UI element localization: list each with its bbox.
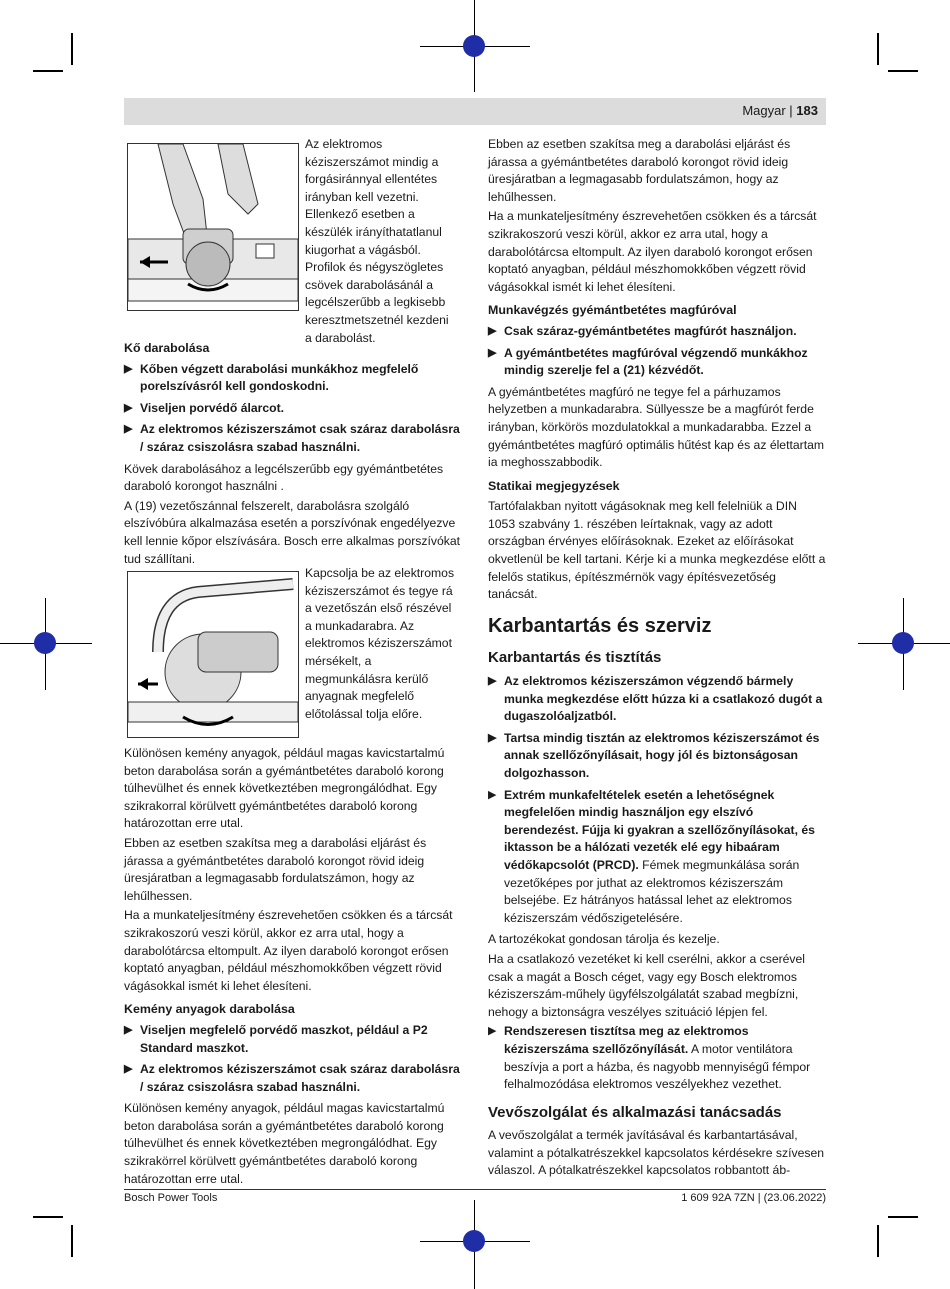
bullet-text: Viseljen porvédő álarcot. (140, 400, 285, 415)
footer-left: Bosch Power Tools (124, 1192, 218, 1204)
bullet-text: Tartsa mindig tisztán az elektromos kéziszerszámot és annak szellőzőnyílásait, hogy jól és biztonságosan dolgozhasson. (504, 730, 820, 780)
paragraph: A (19) vezetőszánnal felszerelt, darabolásra szolgáló elszívóbúra alkalmazása esetén a porszívónak engedélyezve kell lennie kőpor elszívására. Bosch erre alkalmas porszívókat tud szállítani. (124, 498, 460, 566)
bullet-triangle-icon: ▶ (488, 324, 497, 337)
figure-dust-extraction (127, 571, 299, 738)
paragraph: A gyémántbetétes magfúró ne tegye fel a párhuzamos helyzetben a munkadarabra. Süllyessze be a magfúrót ferde irányban, körkörös mozdulatokkal a munkadarabba. Ezzel a gyémántbetétes magfúró optimális hűtést kap és az élettartam ia meghosszabbodik. (488, 384, 825, 470)
list-item (124, 361, 462, 396)
paragraph: Ebben az esetben szakítsa meg a darabolási eljárást és járassa a gyémántbetétes daraboló korongot rövid ideig üresjáratban a legmagasabb fordulatszámon, hogy az lehűlhessen. (488, 137, 791, 204)
bullet-triangle-icon: ▶ (488, 731, 497, 744)
subsection-title: Karbantartás és tisztítás (488, 649, 662, 667)
stone-heading: Kő darabolása (124, 341, 210, 355)
bullet-triangle-icon: ▶ (488, 788, 497, 801)
figure-grinder-cutting (127, 143, 299, 311)
paragraph: Ha a csatlakozó vezetéket ki kell cserélni, akkor a cserével csak a magát a Bosch céget, vagy egy Bosch elektromos kéziszerszám-műhely ügyfélszolgálatát szabad megbízni, nehogy a biztonságra veszélyes szituáció lépjen fel. (488, 951, 806, 1019)
left-column-top (124, 334, 462, 570)
section-title: Karbantartás és szerviz (488, 614, 712, 637)
list-item (488, 673, 826, 726)
crop-mark (71, 1225, 73, 1257)
fig1-caption (305, 136, 457, 349)
list-item (488, 323, 826, 341)
drill-heading: Munkavégzés gyémántbetétes magfúróval (488, 303, 737, 318)
crop-mark (33, 70, 63, 72)
list-item (124, 1022, 462, 1057)
registration-mark (463, 1230, 485, 1252)
static-heading: Statikai megjegyzések (488, 478, 620, 493)
left-column-bottom (124, 745, 462, 1190)
bullet-text: Fémek megmunkálása során vezetőképes por juthat az elektromos kéziszerszám belsejébe. Ez hátrányos hatással lehet az elektromos kéziszerszám védőszigetelésére. (504, 857, 800, 925)
paragraph: Ha a munkateljesítmény észrevehetően csökken és a tárcsát szikrakoszorú veszi körül, akkor ez arra utal, hogy a darabolótárcsa eltompult. Az ilyen daraboló korongot erősen koptató anyagban, például mészhomokkőben végzett rövid vágásokkal ismét ki lehet élesíteni. (124, 908, 453, 993)
page-header (124, 98, 826, 125)
crop-mark (71, 33, 73, 65)
bullet-text: Az elektromos kéziszerszámot csak száraz darabolásra / száraz csiszolásra szabad használni. (140, 422, 460, 454)
crop-mark (877, 33, 879, 65)
fig1-text: Az elektromos kéziszerszámot mindig a forgásiránnyal ellentétes irányban kell vezetni. Ellenkező esetben a készülék irányíthatatlanul kiugorhat a vágásból. Profilok és négyszögletes csövek darabolásánál a legcélszerűbb a legkisebb keresztmetszetnél kezdeni a darabolást. (305, 137, 449, 345)
bullet-triangle-icon: ▶ (488, 346, 497, 359)
paragraph: A vevőszolgálat a termék javításával és karbantartásával, valamint a pótalkatrészekkel kapcsolatos kérdésekre szívesen válaszol. A pótalkatrészekkel kapcsolatos robbantott áb- (488, 1128, 824, 1178)
paragraph: A tartozékokat gondosan tárolja és kezelje. (488, 932, 720, 947)
paragraph: Ebben az esetben szakítsa meg a darabolási eljárást és járassa a gyémántbetétes daraboló korongot rövid ideig üresjáratban a legmagasabb fordulatszámon, hogy az lehűlhessen. (124, 835, 427, 903)
crop-mark (888, 70, 918, 72)
bullet-triangle-icon: ▶ (124, 1063, 133, 1076)
bullet-text: Az elektromos kéziszerszámot csak száraz darabolásra / száraz csiszolásra szabad használni. (140, 1062, 460, 1094)
registration-mark (34, 632, 56, 654)
list-item (488, 730, 826, 783)
list-item (124, 400, 462, 418)
subsection-title: Vevőszolgálat és alkalmazási tanácsadás (488, 1103, 782, 1121)
fig2-caption (305, 565, 460, 725)
registration-mark (892, 632, 914, 654)
bullet-text-bold: Extrém munkafeltételek esetén a lehetőségnek megfelelően mindig használjon egy elszívó berendezést. Fújja ki gyakran a szellőzőnyílásokat, és iktasson be a hálózati vezeték elé egy hibaáram védőkapcsolót (PRCD). (504, 787, 815, 872)
fig2-text: Kapcsolja be az elektromos kéziszerszámot és tegye rá a vezetőszán első részével a munkadarabra. Az elektromos kéziszerszámot mérsékelt, a megmunkálásra kerülő anyagnak megfelelő előtolással tolja előre. (305, 566, 455, 721)
paragraph: Különösen kemény anyagok, például magas kavicstartalmú beton darabolása során a gyémántbetétes daraboló korong túlhevülhet és ennek következtében megrongálódhat. Egy szikrakorral körülvett gyémántbetétes daraboló korong határozottan erre utal. (124, 746, 445, 831)
paragraph: Különösen kemény anyagok, például magas kavicstartalmú beton darabolása során a gyémántbetétes daraboló korong túlhevülhet és ennek következtében megrongálódhat. Egy szikrakörrel körülvett gyémántbetétes daraboló korong határozottan erre utal. (124, 1101, 445, 1186)
bullet-triangle-icon: ▶ (124, 401, 133, 414)
bullet-triangle-icon: ▶ (124, 1023, 133, 1036)
paragraph: Tartófalakban nyitott vágásoknak meg kell felelniük a DIN 1053 szabvány 1. részében leírtaknak, vagy az adott országban érvényes előírásoknak. Ezeket az előírásokat okvetlenül be kell tartani. Kérje ki a munka megkezdése előtt a felelős statikus, építészmérnök vagy építésvezetőség tanácsát. (488, 499, 826, 602)
bullet-text: Csak száraz-gyémántbetétes magfúrót használjon. (504, 323, 797, 338)
bullet-text: Az elektromos kéziszerszámon végzendő bármely munka megkezdése előtt húzza ki a csatlakozó dugót a dugaszolóaljzatból. (504, 674, 823, 724)
bullet-text: Viseljen megfelelő porvédő maszkot, például a P2 Standard maszkot. (140, 1022, 428, 1055)
bullet-triangle-icon: ▶ (488, 1025, 497, 1038)
list-item (488, 1023, 826, 1093)
list-item (488, 345, 826, 380)
page-number: 183 (796, 103, 818, 118)
bullet-text: A motor ventilátora beszívja a port a házba, és nagyobb mennyiségű fémpor felhalmozódása elektromos veszélyekhez vezethet. (504, 1041, 811, 1092)
list-item (124, 1061, 462, 1096)
list-item (124, 421, 462, 456)
list-item (488, 787, 826, 928)
paragraph: Kövek darabolásához a legcélszerűbb egy gyémántbetétes daraboló korongot használni . (124, 461, 444, 494)
crop-mark (888, 1216, 918, 1218)
registration-mark (463, 35, 485, 57)
footer-right: 1 609 92A 7ZN | (23.06.2022) (681, 1192, 826, 1204)
header-label: Magyar | 183 (742, 103, 818, 118)
bullet-triangle-icon: ▶ (124, 423, 133, 436)
bullet-text: Kőben végzett darabolási munkákhoz megfelelő porelszívásról kell gondoskodni. (140, 361, 419, 394)
header-language: Magyar (742, 103, 786, 118)
bullet-triangle-icon: ▶ (488, 675, 497, 688)
right-column (488, 136, 826, 1182)
bullet-triangle-icon: ▶ (124, 362, 133, 375)
bullet-text-bold: Rendszeresen tisztítsa meg az elektromos kéziszerszáma szellőzőnyílását. (504, 1024, 749, 1056)
bullet-text: A gyémántbetétes magfúróval végzendő munkákhoz mindig szerelje fel a (21) kézvédőt. (504, 345, 808, 378)
paragraph: Ha a munkateljesítmény észrevehetően csökken és a tárcsát szikrakoszorú veszi körül, akkor ez arra utal, hogy a darabolótárcsa eltompult. Az ilyen daraboló korongot erősen koptató anyagban, például mészhomokkőben végzett rövid vágásokkal ismét ki lehet élesíteni. (488, 209, 817, 294)
hard-heading: Kemény anyagok darabolása (124, 1002, 295, 1017)
crop-mark (33, 1216, 63, 1218)
footer-rule (124, 1189, 826, 1190)
crop-mark (877, 1225, 879, 1257)
